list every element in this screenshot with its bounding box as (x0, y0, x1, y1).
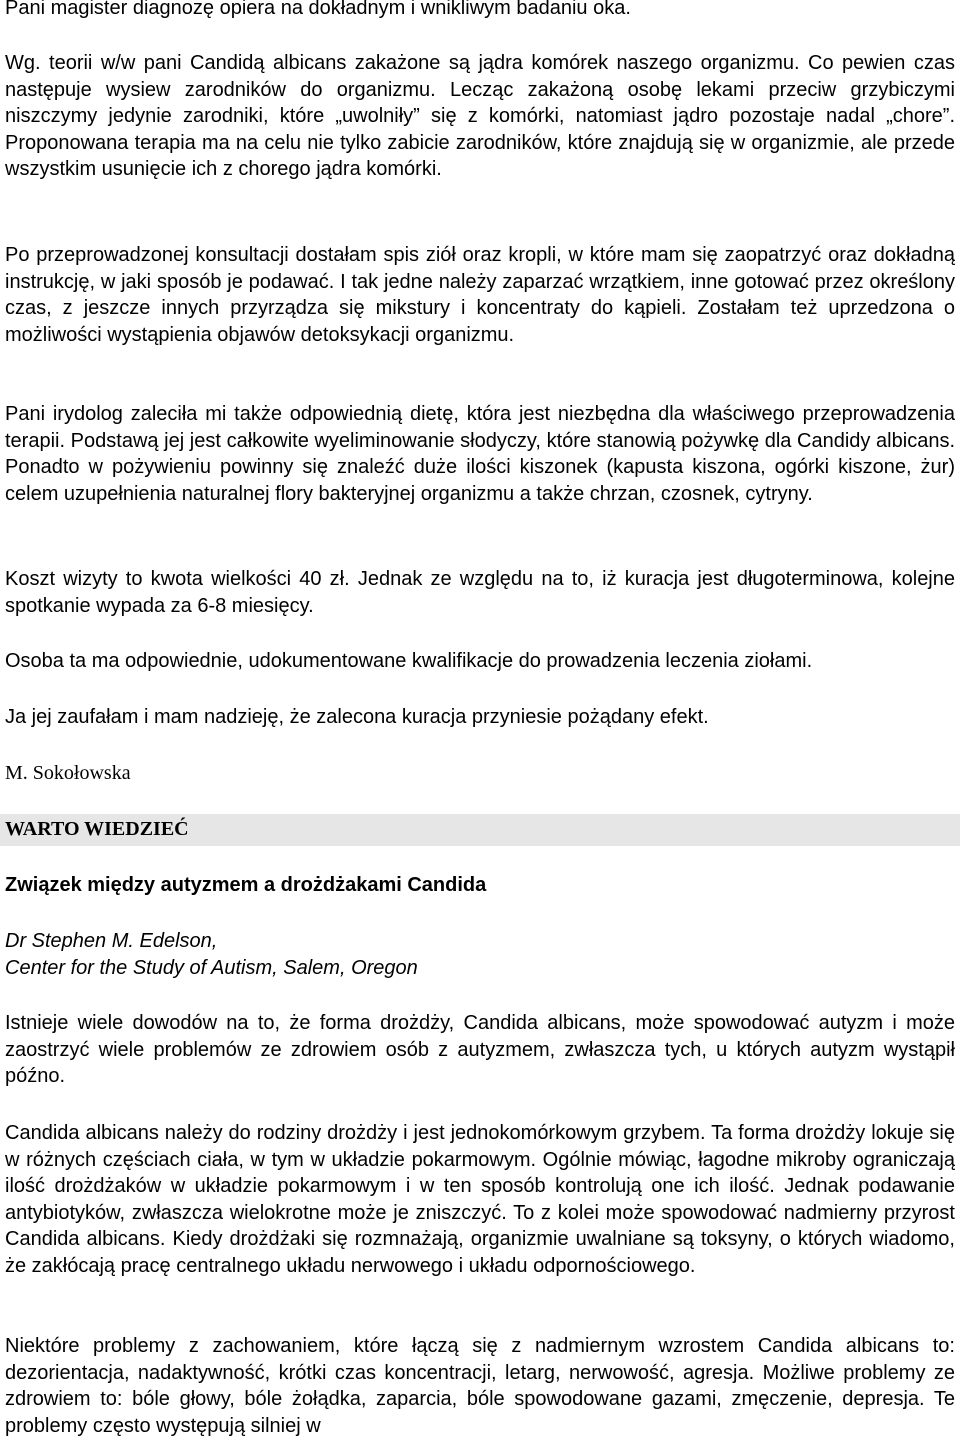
article-paragraph-evidence: Istnieje wiele dowodów na to, że forma drożdży, Candida albicans, może spowodować autyzm i może zaostrzyć wiele problemów ze zdrowiem osób z autyzmem, zwłaszcza tych, u których autyzm wystąpił późno. (5, 1012, 955, 1087)
paragraph-cost: Koszt wizyty to kwota wielkości 40 zł. Jednak ze względu na to, iż kuracja jest długoterminowa, kolejne spotkanie wypada za 6-8 miesięcy. (5, 568, 955, 617)
paragraph-diagnosis: Pani magister diagnozę opiera na dokładnym i wnikliwym badaniu oka. (5, 0, 631, 19)
paragraph-diet: Pani irydolog zaleciła mi także odpowiednią dietę, która jest niezbędna dla właściwego przeprowadzenia terapii. Podstawą jej jest całkowite wyeliminowanie słodyczy, które stanowią pożywkę dla Candidy albicans. Ponadto w pożywieniu powinny się znaleźć duże ilości kiszonek (kapusta kiszona, ogórki kiszone, żur) celem uzupełnienia naturalnej flory bakteryjnej organizmu a także chrzan, czosnek, cytryny. (5, 403, 955, 505)
article-title: Związek między autyzmem a drożdżakami Candida (5, 874, 487, 896)
article-paragraph-symptoms: Niektóre problemy z zachowaniem, które łączą się z nadmiernym wzrostem Candida albicans to: dezorientacja, nadaktywność, krótki czas koncentracji, letarg, nerwowość, agresja. Możliwe problemy ze zdrowiem to: bóle głowy, bóle żołądka, zaparcia, bóle spowodowane gazami, zmęczenie, depresja. Te problemy często występują silniej w (5, 1335, 955, 1437)
author-affiliation: Center for the Study of Autism, Salem, Oregon (5, 957, 418, 979)
article-paragraph-candida: Candida albicans należy do rodziny drożdży i jest jednokomórkowym grzybem. Ta forma drożdży lokuje się w różnych częściach ciała, w tym w układzie pokarmowym. Ogólnie mówiąc, łagodne mikroby ograniczają ilość drożdżaków w układzie pokarmowym i w ten sposób kontrolują one ich ilość. Jednak podawanie antybiotyków, zwłaszcza wielokrotne może je zniszczyć. To z kolei może spowodować nadmierny przyrost Candida albicans. Kiedy drożdżaki się rozmnażają, organizmie uwalniane są toksyny, o których wiadomo, że zakłócają pracę centralnego układu nerwowego i układu odpornościowego. (5, 1122, 955, 1277)
paragraph-theory: Wg. teorii w/w pani Candidą albicans zakażone są jądra komórek naszego organizmu. Co pewien czas następuje wysiew zarodników do organizmu. Lecząc zakażoną osobę lekami przeciw grzybiczymi niszczymy jedynie zarodniki, które „uwolniły” się z komórki, natomiast jądro pozostaje nadal „chore”. Proponowana terapia ma na celu nie tylko zabicie zarodników, które znajdują się w organizmie, ale przede wszystkim usunięcie ich z chorego jądra komórki. (5, 52, 955, 180)
section-title: WARTO WIEDZIEĆ (5, 818, 189, 840)
paragraph-trust: Ja jej zaufałam i mam nadzieję, że zalecona kuracja przyniesie pożądany efekt. (5, 706, 709, 728)
paragraph-qualifications: Osoba ta ma odpowiednie, udokumentowane kwalifikacje do prowadzenia leczenia ziołami. (5, 650, 813, 672)
paragraph-consultation: Po przeprowadzonej konsultacji dostałam spis ziół oraz kropli, w które mam się zaopatrzyć oraz dokładną instrukcję, w jaki sposób je podawać. I tak jedne należy zaparzać wrzątkiem, inne gotować przez określony czas, z jeszcze innych przyrządza się mikstury i koncentraty do kąpieli. Zostałam też uprzedzona o możliwości wystąpienia objawów detoksykacji organizmu. (5, 244, 955, 346)
author-name: Dr Stephen M. Edelson, (5, 930, 218, 952)
article-author (5, 928, 418, 982)
signature: M. Sokołowska (5, 762, 131, 784)
